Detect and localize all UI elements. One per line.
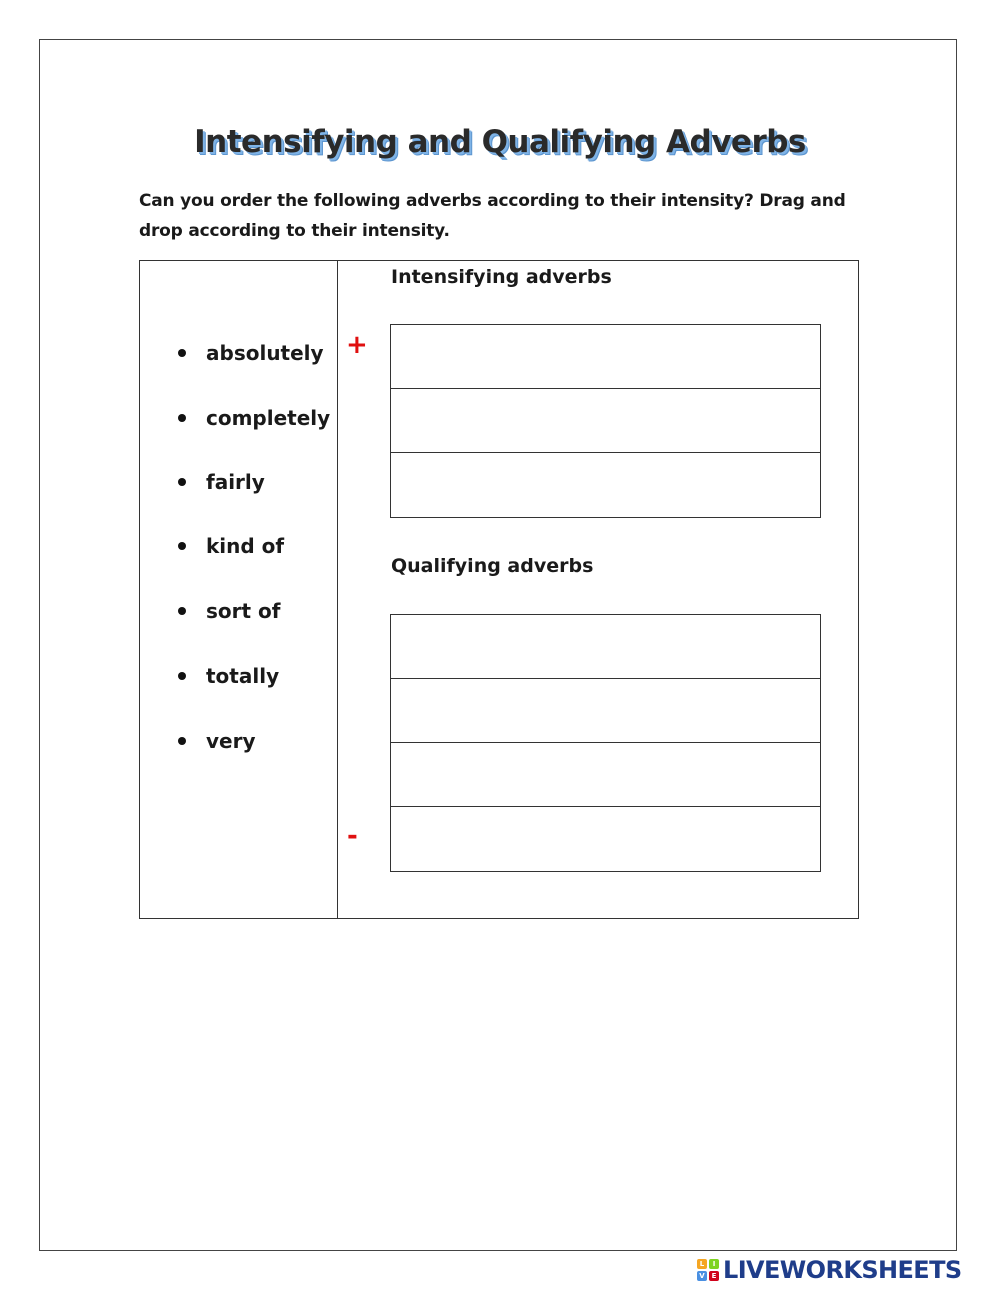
logo-tile: V <box>697 1271 707 1281</box>
column-divider <box>337 261 338 918</box>
qualifying-label: Qualifying adverbs <box>391 555 594 577</box>
instructions-text: Can you order the following adverbs according to their intensity? Drag and drop according to their intensity. <box>139 191 846 241</box>
bullet-icon <box>178 349 186 357</box>
brand-watermark <box>697 1255 962 1285</box>
word-label: fairly <box>206 470 265 494</box>
word-bank-item[interactable] <box>178 467 265 497</box>
word-label: kind of <box>206 534 285 558</box>
worksheet-title: Intensifying and Qualifying Adverbs <box>194 124 806 160</box>
minus-sign: - <box>347 821 358 851</box>
brand-logo-icon <box>697 1259 719 1281</box>
logo-tile: I <box>709 1259 719 1269</box>
bullet-icon <box>178 607 186 615</box>
bullet-icon <box>178 737 186 745</box>
logo-tile: L <box>697 1259 707 1269</box>
word-bank-item[interactable] <box>178 726 256 756</box>
word-label: completely <box>206 406 331 430</box>
bullet-icon <box>178 672 186 680</box>
word-bank-item[interactable] <box>178 596 280 626</box>
intensifying-label: Intensifying adverbs <box>391 266 612 288</box>
intensifying-drop-zone <box>390 324 821 518</box>
word-label: sort of <box>206 599 281 623</box>
drop-slot[interactable] <box>391 807 820 871</box>
word-label: very <box>206 729 256 753</box>
bullet-icon <box>178 478 186 486</box>
word-bank-item[interactable] <box>178 531 284 561</box>
drop-slot[interactable] <box>391 453 820 517</box>
drop-slot[interactable] <box>391 389 820 453</box>
drop-slot[interactable] <box>391 615 820 679</box>
bullet-icon <box>178 542 186 550</box>
word-bank-item[interactable] <box>178 403 330 433</box>
logo-tile: E <box>709 1271 719 1281</box>
word-label: totally <box>206 664 280 688</box>
activity-table <box>139 260 859 919</box>
plus-sign: + <box>346 330 368 360</box>
drop-slot[interactable] <box>391 325 820 389</box>
word-label: absolutely <box>206 341 324 365</box>
drop-slot[interactable] <box>391 743 820 807</box>
word-bank <box>140 261 337 918</box>
drop-slot[interactable] <box>391 679 820 743</box>
qualifying-drop-zone <box>390 614 821 872</box>
bullet-icon <box>178 414 186 422</box>
word-bank-item[interactable] <box>178 338 324 368</box>
word-bank-item[interactable] <box>178 661 279 691</box>
brand-name: LIVEWORKSHEETS <box>723 1256 962 1284</box>
